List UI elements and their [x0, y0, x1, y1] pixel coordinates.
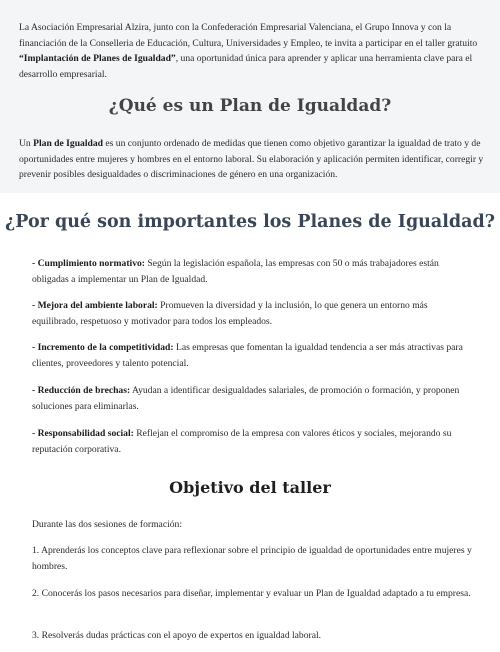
benefit-title: - Incremento de la competitividad:: [32, 342, 174, 353]
definition-term: Plan de Igualdad: [33, 138, 103, 149]
intro-text-1: La Asociación Empresarial Alzira, junto con la Confederación Empresarial Valenciana, el Grupo Innova y con la financiación de la Conselleria de Educación, Cultura, Universidades y Empleo, te invita a participar en el taller gratuito: [19, 22, 478, 49]
benefit-text: Según la legislación española, las empresas con 50 o más trabajadores están obligadas a implementar un Plan de Igualdad.: [32, 258, 439, 285]
objective-intro: Durante las dos sesiones de formación:: [32, 519, 182, 530]
benefit-item: [32, 340, 472, 371]
benefit-item: [32, 426, 472, 457]
definition-lead: Un: [19, 138, 34, 149]
benefit-title: - Reducción de brechas:: [32, 385, 131, 396]
objective-heading: Objetivo del taller: [169, 478, 331, 497]
benefit-text: Ayudan a identificar desigualdades salariales, de promoción o formación, y proponen soluciones para eliminarlas.: [32, 385, 460, 412]
benefit-title: - Cumplimiento normativo:: [32, 258, 145, 269]
what-heading: ¿Qué es un Plan de Igualdad?: [108, 96, 392, 116]
definition-text: es un conjunto ordenado de medidas que tienen como objetivo garantizar la igualdad de trato y de oportunidades entre mujeres y hombres en el entorno laboral. Su elaboración y aplicación permiten identificar, corregir y prevenir posibles desigualdades o discriminaciones de género en una organización.: [19, 138, 484, 180]
objective-item: 2. Conocerás los pasos necesarios para diseñar, implementar y evaluar un Plan de Igualdad adaptado a tu empresa.: [32, 588, 471, 599]
intro-paragraph: [19, 20, 491, 82]
intro-text-2: , una oportunidad única para aprender y aplicar una herramienta clave para el desarrollo empresarial.: [19, 53, 473, 80]
benefit-title: - Mejora del ambiente laboral:: [32, 300, 158, 311]
benefit-item: [32, 256, 472, 287]
objective-item: 3. Resolverás dudas prácticas con el apoyo de expertos en igualdad laboral.: [32, 630, 322, 641]
benefit-item: [32, 383, 472, 414]
definition-paragraph: [19, 136, 491, 183]
objective-item: 1. Aprenderás los conceptos clave para reflexionar sobre el principio de igualdad de oportunidades entre mujeres y hombres.: [32, 545, 472, 572]
benefit-text: Promueven la diversidad y la inclusión, lo que genera un entorno más equilibrado, respetuoso y motivador para todos los empleados.: [32, 300, 428, 327]
benefit-title: - Responsabilidad social:: [32, 428, 134, 439]
benefit-text: Las empresas que fomentan la igualdad tendencia a ser más atractivas para clientes, proveedores y talento potencial.: [32, 342, 463, 369]
benefit-item: [32, 298, 472, 329]
why-heading: ¿Por qué son importantes los Planes de Igualdad?: [5, 212, 495, 232]
workshop-name: “Implantación de Planes de Igualdad”: [19, 53, 176, 64]
benefit-text: Reflejan el compromiso de la empresa con valores éticos y sociales, mejorando su reputación corporativa.: [32, 428, 452, 455]
